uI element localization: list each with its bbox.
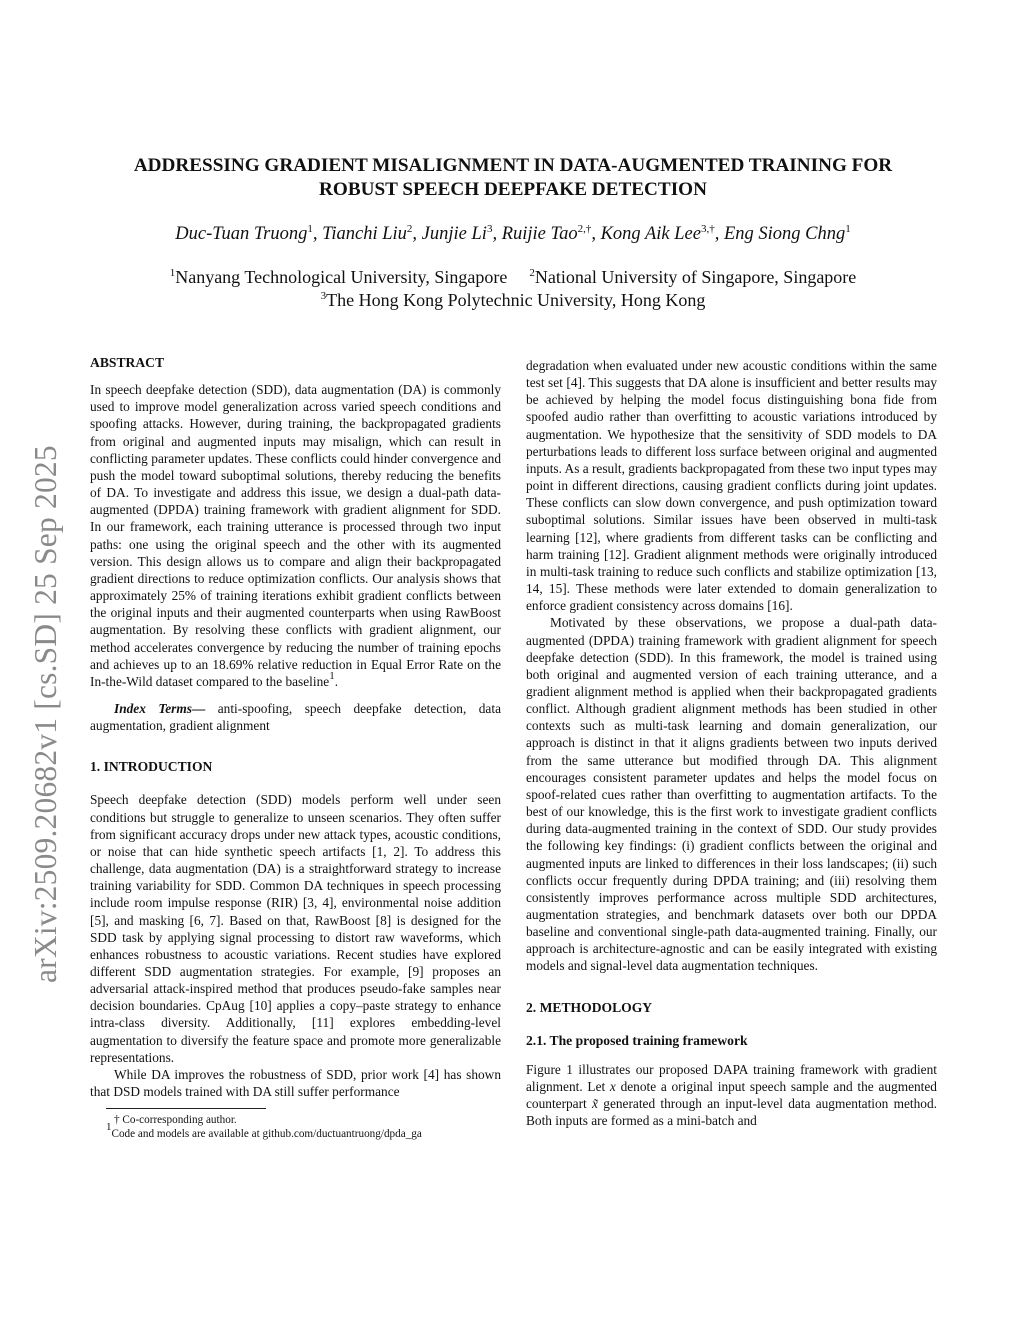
method-text: Figure 1 illustrates our proposed DAPA training framework with gradient alignment. Let xyxy=(526,1061,937,1095)
intro-paragraph-1: Speech deepfake detection (SDD) models perform well under seen conditions but struggle to generalize to unseen scenarios. They often suffer from significant accuracy drops under new attack types, acoustic conditions, or noise that can hide synthetic speech artifacts [1, 2]. To address this challenge, data augmentation (DA) is a straightforward strategy to increase training variability for SDD. Common DA techniques in speech processing include room impulse response (RIR) [3, 4], environmental noise addition [5], and masking [6, 7]. Based on that, RawBoost [8] is designed for the SDD task by applying signal processing to distort raw waveforms, which enhances robustness to acoustic variations. Recent studies have explored different SDD augmentation strategies. For example, [9] proposes an adversarial attack-inspired method that produces pseudo-fake samples near decision boundaries. CpAug [10] applies a copy–paste strategy to enhance intra-class diversity. Additionally, [11] explores embedding-level augmentation to diversify the feature space and promote more generalizable representations. xyxy=(90,792,501,1065)
affiliation-mark: 3 xyxy=(320,290,327,302)
affiliation: Nanyang Technological University, Singapore xyxy=(175,267,508,287)
author-affiliation-mark: 1 xyxy=(845,223,851,235)
affiliation-line-2 xyxy=(90,289,936,312)
affiliation: The Hong Kong Polytechnic University, Hong Kong xyxy=(326,290,706,310)
author: Kong Aik Lee xyxy=(600,224,701,244)
methodology-heading: 2. METHODOLOGY xyxy=(526,999,653,1015)
right-column xyxy=(526,357,937,1130)
intro-paragraph-2-continued: degradation when evaluated under new acoustic conditions within the same test set [4]. This suggests that DA alone is insufficient and better results may be achieved by helping the model focus distinguishing bona fide from spoofed audio rather than overfitting to acoustic variations introduced by augmentation. We hypothesize that the sensitivity of SDD models to DA perturbations leads to different loss surface between original and augmented inputs. As a result, gradients backpropagated from these two input types may point in different directions, causing gradient conflicts during joint updates. These conflicts can slow down convergence, and push optimization toward suboptimal solutions. Similar issues have been observed in multi-task learning [12], where gradients from different tasks can be conflicting and harm training [12]. Gradient alignment methods were originally introduced in multi-task training to reduce such conflicts and stabilize optimization [13, 14, 15]. These methods were later extended to domain generalization to enforce gradient consistency across domains [16]. xyxy=(526,358,937,614)
footnote-code-text[interactable]: Code and models are available at github.com/ductuantruong/dpda_ga xyxy=(111,1128,422,1141)
author: Ruijie Tao xyxy=(501,224,578,244)
title-line-1: ADDRESSING GRADIENT MISALIGNMENT IN DATA-AUGMENTED TRAINING FOR xyxy=(133,155,893,176)
index-terms-text: anti-spoofing, speech deepfake detection, data augmentation, gradient alignment xyxy=(90,700,501,734)
method-text: denote a original input speech sample and the augmented counterpart xyxy=(526,1079,937,1112)
author: Eng Siong Chng xyxy=(723,224,846,244)
introduction-heading: 1. INTRODUCTION xyxy=(90,759,213,775)
affiliation-line-1 xyxy=(90,266,936,289)
author-affiliation-mark: 3 xyxy=(486,223,493,235)
author-affiliation-mark: 1 xyxy=(307,223,313,235)
author-affiliation-mark: 2 xyxy=(406,223,413,235)
affiliation-mark: 1 xyxy=(169,267,176,279)
intro-paragraph-2-start: While DA improves the robustness of SDD, prior work [4] has shown that DSD models trained with DA still suffer performance xyxy=(90,1066,501,1100)
affiliation: National University of Singapore, Singapore xyxy=(534,267,857,287)
index-terms xyxy=(90,700,501,734)
author-list: Duc-Tuan Truong$^1$, Tianchi Liu$^2$, Junjie Li$^3$, Ruijie Tao$^{2,\dagger}$, Kong Aik Lee$^{3,\dagger}$, Eng Siong Chng$^1$ xyxy=(175,223,851,244)
paper-title xyxy=(90,154,936,202)
method-paragraph-1 xyxy=(526,1061,937,1130)
footnote-code xyxy=(90,1121,501,1141)
abstract-body: In speech deepfake detection (SDD), data augmentation (DA) is commonly used to improve model generalization across varied speech conditions and spoofing attacks. However, during training, the backpropagated gradients from original and augmented inputs may misalign, which can result in conflicting parameter updates. These conflicts could hinder convergence and push the model toward suboptimal solutions, thereby reducing the benefits of DA. To investigate and address this issue, we design a dual-path data-augmented (DPDA) training framework with gradient alignment for SDD. In our framework, each training utterance is processed through two input paths: one using the original speech and the other with its augmented version. This design allows us to compare and align their backpropagated gradient directions to reduce optimization conflicts. Our analysis shows that approximately 25% of training iterations exhibit gradient conflicts between the original inputs and their augmented counterparts when using RawBoost augmentation. By resolving these conflicts with gradient alignment, our method accelerates convergence by reducing the number of training epochs and achieves up to an 18.69% relative reduction in Equal Error Rate on the In-the-Wild dataset compared to the baseline xyxy=(90,382,501,689)
math-variable-x: x xyxy=(609,1079,616,1095)
abstract-heading: ABSTRACT xyxy=(90,355,165,370)
arxiv-identifier[interactable]: arXiv:2509.20682v1 [cs.SD] 25 Sep 2025 xyxy=(28,445,63,983)
footnote-divider xyxy=(106,1108,266,1109)
author-affiliation-mark: 2,† xyxy=(577,223,592,235)
author: Duc-Tuan Truong xyxy=(175,224,308,244)
affiliation-mark: 2 xyxy=(529,267,535,279)
footnote-mark: 1 xyxy=(106,1121,112,1134)
author-affiliation-mark: 3,† xyxy=(700,223,715,235)
title-line-2: ROBUST SPEECH DEEPFAKE DETECTION xyxy=(319,179,707,200)
left-column xyxy=(90,354,501,1141)
math-variable-x-tilde: x̃ xyxy=(592,1096,598,1112)
author: Tianchi Liu xyxy=(322,224,407,244)
subsection-heading: 2.1. The proposed training framework xyxy=(526,1032,748,1048)
abstract-end: . xyxy=(334,673,339,689)
author: Junjie Li xyxy=(421,224,487,244)
index-terms-label: Index Terms— xyxy=(114,700,206,716)
intro-paragraph-3: Motivated by these observations, we propose a dual-path data-augmented (DPDA) training framework with gradient alignment for speech deepfake detection (SDD). In this framework, the model is trained using both original and augmented version of each training utterance, and a gradient alignment method is applied when their backpropagated gradients conflict. Although gradient alignment methods has been studied in other contexts such as multi-task learning and domain generalization, our approach is distinct in that it aligns gradients between two inputs derived from the same utterance but modified through DA. This alignment encourages consistent parameter updates and helps the model focus on spoof-related cues rather than overfitting to augmentation artifacts. To the best of our knowledge, this is the first work to investigate gradient conflicts during data-augmented training in the context of SDD. Our study provides the following key findings: (i) gradient conflicts between the original and augmented inputs are linked to differences in their loss landscapes; (ii) such conflicts occur frequently during DPDA training; and (iii) resolving them consistently improves performance across multiple SDD architectures, augmentation strategies, and benchmark datasets over both our DPDA baseline and conventional single-path data-augmented training. Finally, our approach is architecture-agnostic and can be easily integrated with existing models and signal-level data augmentation techniques. xyxy=(526,615,937,974)
footnote-corresponding: † Co-corresponding author. xyxy=(114,1114,237,1127)
abstract-text xyxy=(90,381,501,690)
affiliation-list xyxy=(90,266,936,312)
method-text: generated through an input-level data augmentation method. Both inputs are formed as a mini-batch and xyxy=(526,1096,937,1129)
footnote-mark: 1 xyxy=(329,669,335,682)
